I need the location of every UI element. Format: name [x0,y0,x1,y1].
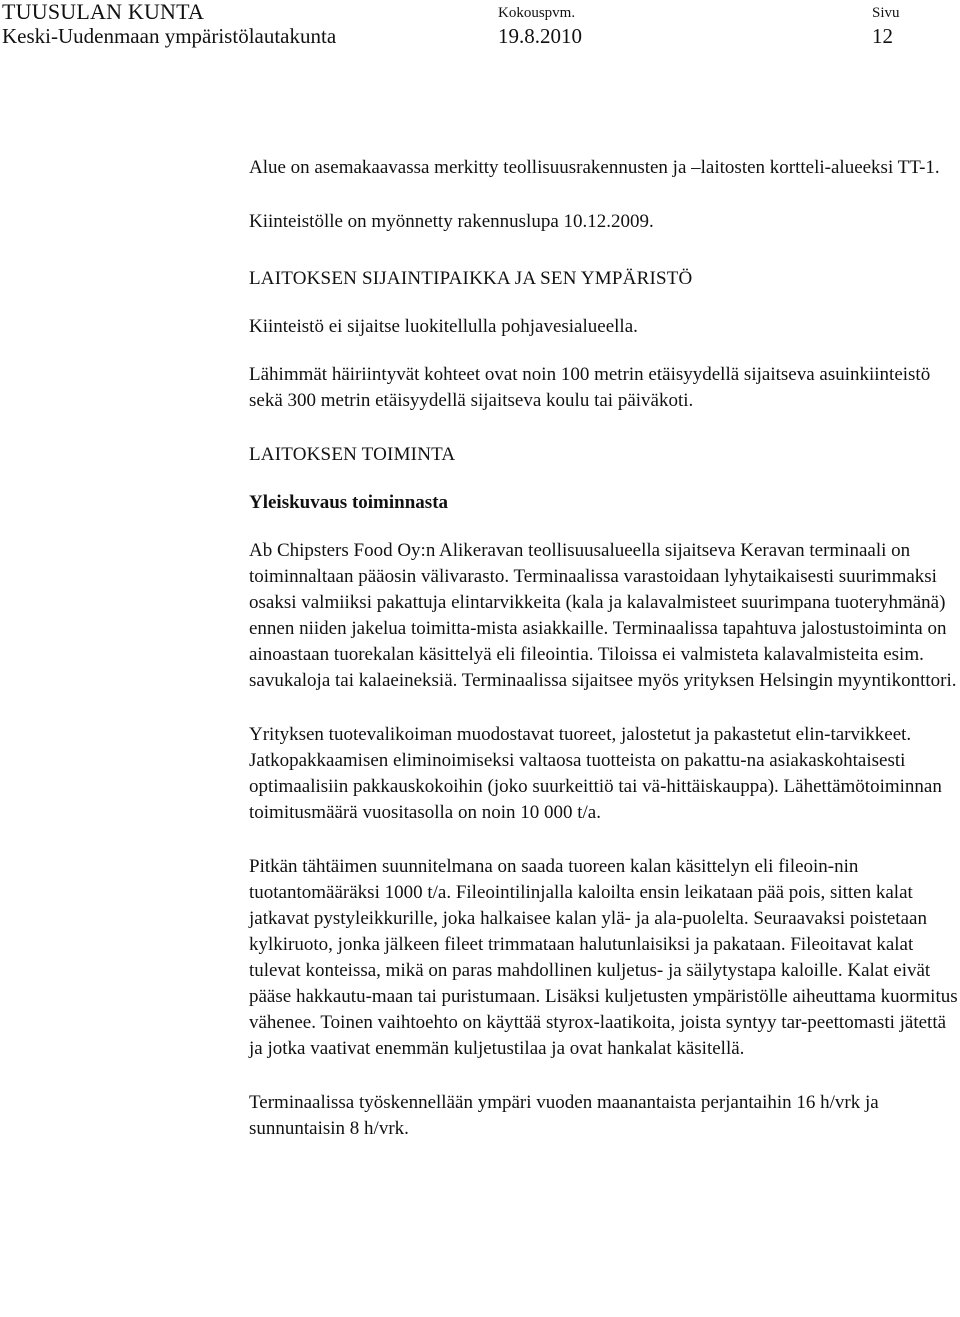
product-range-paragraph: Yrityksen tuotevalikoiman muodostavat tuoreet, jalostetut ja pakastetut elin-tarvikkeet. Jatkopakkaamisen eliminoimiseksi valtaosa tuotteista on pakattu-na asiakaskohtaisesti optimaalisiin pakkauskokoihin (joko suurkeittiö tai vä-hittäiskauppa). Lähettämötoiminnan toimitusmäärä vuositasolla on noin 10 000 t/a. [249,724,942,823]
working-hours-paragraph: Terminaalissa työskennellään ympäri vuoden maanantaista perjantaihin 16 h/vrk ja sunnuntaisin 8 h/vrk. [249,1092,879,1139]
meeting-date: 19.8.2010 [498,24,582,48]
document-body [249,155,960,1142]
overview-paragraph: Ab Chipsters Food Oy:n Alikeravan teollisuusalueella sijaitseva Keravan terminaali on toiminnaltaan pääosin välivarasto. Terminaalissa varastoidaan lyhytaikaisesti suurimmaksi osaksi valmiiksi pakattuja elintarvikkeita (kala ja kalavalmisteet suurimpana tuoteryhmänä) ennen niiden jakelua toimitta-mista asiakkaille. Terminaalissa tapahtuva jalostustoiminta on ainoastaan tuorekalan käsittelyä eli fileointia. Tiloissa ei valmisteta kalavalmisteita esim. savukaloja tai kalaeineksiä. Terminaalissa sijaitsee myös yrityksen Helsingin myyntikonttori. [249,540,957,691]
building-permit-paragraph: Kiinteistölle on myönnetty rakennuslupa 10.12.2009. [249,211,654,232]
long-term-plan-paragraph: Pitkän tähtäimen suunnitelmana on saada tuoreen kalan käsittelyn eli fileoin-nin tuotantomääräksi 1000 t/a. Fileointilinjalla kaloilta ensin leikataan pää pois, sitten kalat jatkavat pystyleikkurille, joka halkaisee kalan ylä- ja ala-puolelta. Seuraavaksi poistetaan kylkiruoto, jonka jälkeen fileet trimmataan halutunlaisiksi ja pakataan. Fileoitavat kalat tulevat konteissa, mikä on paras mahdollinen kuljetus- ja säilytystapa kaloille. Kalat eivät pääse hakkautu-maan tai puristumaan. Lisäksi kuljetusten ympäristölle aiheuttama kuormitus vähenee. Toinen vaihtoehto on käyttää styrox-laatikoita, joista syntyy tar-peettomasti jätettä ja jotka vaativat enemmän kuljetustilaa ja ovat hankalat käsitellä. [249,856,958,1059]
page-label: Sivu [872,5,900,21]
board-name: Keski-Uudenmaan ympäristölautakunta [2,24,337,48]
location-heading: LAITOKSEN SIJAINTIPAIKKA JA SEN YMPÄRISTÖ [249,268,693,289]
operations-heading: LAITOKSEN TOIMINTA [249,444,456,465]
nearby-sites-paragraph: Lähimmät häiriintyvät kohteet ovat noin 100 metrin etäisyydellä sijaitseva asuinkiinteistö sekä 300 metrin etäisyydellä sijaitseva koulu tai päiväkoti. [249,364,931,411]
municipality-name: TUUSULAN KUNTA [2,0,205,24]
page-number: 12 [872,24,893,48]
zoning-paragraph: Alue on asemakaavassa merkitty teollisuusrakennusten ja –laitosten kortteli-alueeksi TT-1. [249,157,940,178]
meeting-date-label: Kokouspvm. [498,5,576,21]
overview-subheading: Yleiskuvaus toiminnasta [249,492,449,513]
groundwater-paragraph: Kiinteistö ei sijaitse luokitellulla pohjavesialueella. [249,316,638,337]
